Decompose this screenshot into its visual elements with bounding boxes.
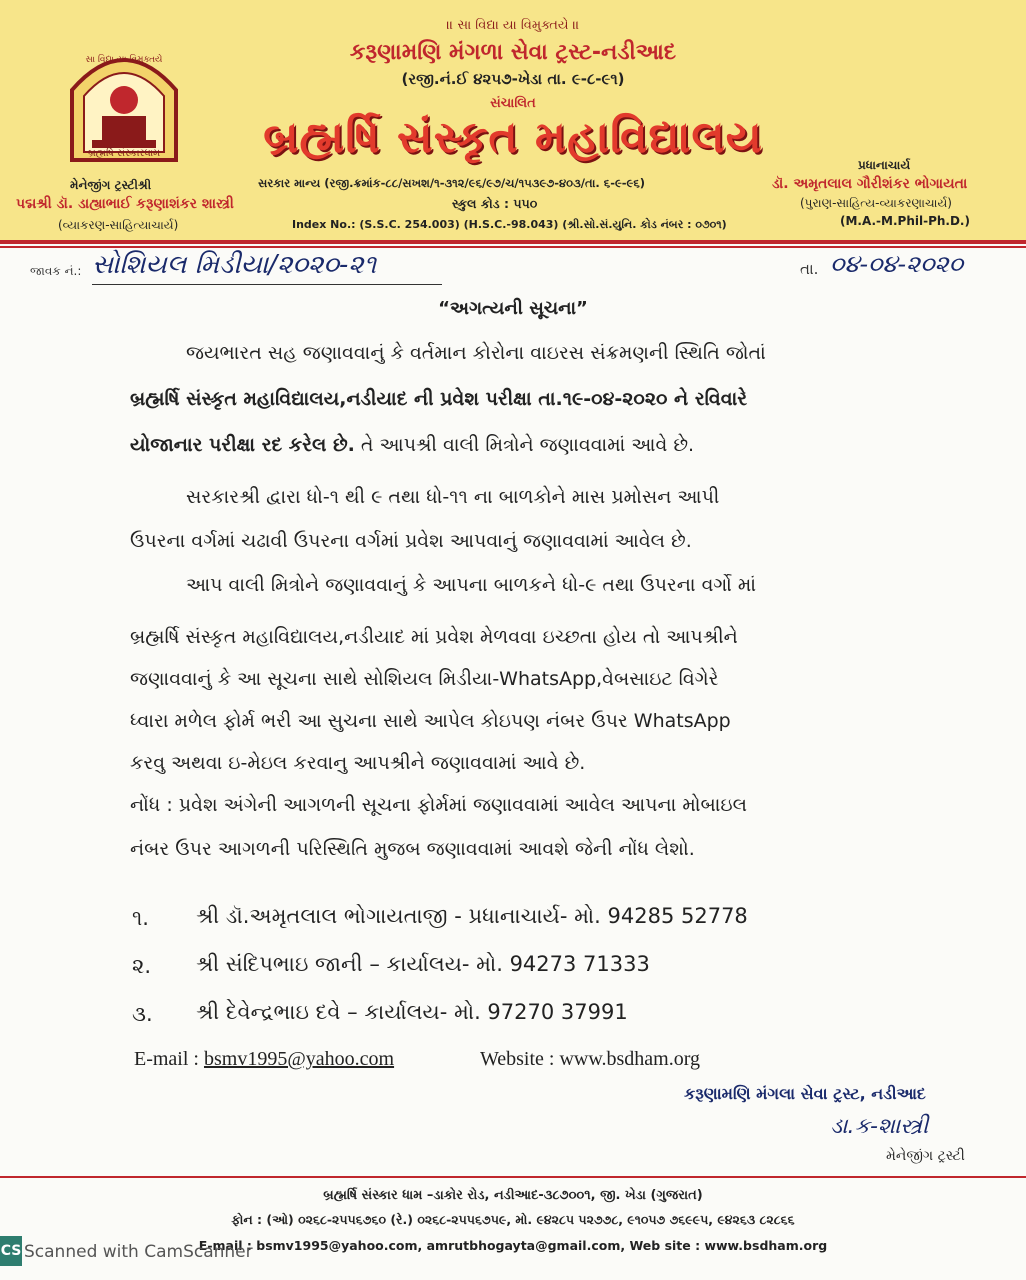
logo-caption: બ્રહ્મર્ષિ સંસ્કારધામ	[87, 148, 161, 159]
paragraph-1-line-1: જયભારત સહ જણાવવાનું કે વર્તમાન કોરોના વાઇરસ સંક્રમણની સ્થિતિ જોતાં	[186, 342, 766, 364]
contact-3: શ્રી દેવેન્દ્રભાઇ દવે – કાર્યાલય- મો. 97270 37991	[196, 1000, 628, 1024]
logo-motto: સા વિદ્યા યા વિમુક્તયે	[85, 55, 163, 65]
college-name: બ્રહ્મર્ષિ સંસ્કૃત મહાવિદ્યાલય	[263, 112, 763, 163]
footer-emails: E-mail : bsmv1995@yahoo.com, amrutbhogayta@gmail.com, Web site : www.bsdham.org	[198, 1238, 828, 1253]
reference-label: જાવક નં.:	[30, 264, 82, 278]
footer-divider	[0, 1176, 1026, 1178]
left-name: પદ્મશ્રી ડૉ. ડાહ્યાભાઈ કરૂણાશંકર શાસ્ત્રી	[16, 196, 234, 212]
school-code: સ્કુલ કોડ : ૫૫૦	[452, 196, 538, 211]
paragraph-3-line-5: કરવુ અથવા ઇ-મેઇલ કરવાનુ આપશ્રીને જણાવવામાં આવે છે.	[130, 752, 586, 774]
trust-name: કરૂણામણિ મંગળા સેવા ટ્રસ્ટ-નડીઆદ	[349, 40, 677, 65]
note-line-2: નંબર ઉપર આગળની પરિસ્થિતિ મુજબ જણાવવામાં આવશે જેની નોંધ લેશો.	[130, 838, 695, 860]
note-line-1: નોંધ : પ્રવેશ અંગેની આગળની સૂચના ફોર્મમાં જણાવવામાં આવેલ આપના મોબાઇલ	[130, 794, 748, 816]
signature-role: મેનેજીંગ ટ્રસ્ટી	[886, 1148, 965, 1164]
date-value: ૦૪-૦૪-૨૦૨૦	[830, 250, 964, 278]
right-degree: (M.A.-M.Phil-Ph.D.)	[840, 214, 970, 228]
contact-2: શ્રી સંદિપભાઇ જાની – કાર્યાલય- મો. 94273 71333	[196, 952, 650, 976]
left-title: (વ્યાકરણ-સાહિત્યાચાર્ય)	[58, 218, 179, 232]
notice-heading: “અગત્યની સૂચના”	[438, 298, 588, 319]
paragraph-2-line-1: સરકારશ્રી દ્વારા ધો-૧ થી ૯ તથા ધો-૧૧ ના બાળકોને માસ પ્રમોસન આપી	[186, 486, 720, 508]
footer-address: બ્રહ્મર્ષિ સંસ્કાર ધામ –ડાકોર રોડ, નડીઆદ-૩૮૭૦૦૧, જી. ખેડા (ગુજરાત)	[323, 1188, 703, 1203]
run-by-label: સંચાલિત	[490, 96, 536, 111]
right-role: પ્રધાનાચાર્ય	[858, 158, 911, 172]
footer-phone: ફોન : (ઓ) ૦૨૬૮-૨૫૫૬૭૬૦ (રે.) ૦૨૬૮-૨૫૫૬૭૫૯, મો. ૯૪૨૮૫ ૫૨૭૭૮, ૯૧૦૫૭ ૭૬૯૯૫, ૯૪૨૬૩ ૮૨૮૬૬	[231, 1212, 795, 1227]
letterhead	[0, 0, 1026, 240]
paragraph-3-line-1: આપ વાલી મિત્રોને જણાવવાનું કે આપના બાળકને ધો-૯ તથા ઉપરના વર્ગો માં	[186, 574, 756, 596]
date-label: તા.	[800, 260, 819, 278]
right-name: ડૉ. અમૃતલાલ ગૌરીશંકર ભોગાયતા	[772, 176, 968, 192]
right-title: (પુરાણ-સાહિત્ય-વ્યાકરણાચાર્ય)	[800, 196, 952, 210]
website-link[interactable]: Website : www.bsdham.org	[480, 1048, 701, 1070]
paragraph-1-line-3	[130, 434, 694, 456]
signature-trust-name: કરૂણામણિ મંગલા સેવા ટ્રસ્ટ, નડીઆદ	[684, 1084, 926, 1103]
email-label: E-mail :	[134, 1048, 204, 1070]
contact-1: શ્રી ડૉ.અમૃતલાલ ભોગાયતાજી - પ્રધાનાચાર્ય- મો. 94285 52778	[196, 904, 748, 928]
cancellation-text: યોજાનાર પરીક્ષા રદ કરેલ છે.	[130, 434, 355, 456]
reference-underline	[92, 284, 442, 285]
letterhead-divider	[0, 240, 1026, 244]
letterhead-divider-thin	[0, 246, 1026, 248]
paragraph-3-line-2: બ્રહ્મર્ષિ સંસ્કૃત મહાવિદ્યાલય,નડીયાદ માં પ્રવેશ મેળવવા ઇચ્છતા હોય તો આપશ્રીને	[130, 626, 738, 648]
motto: ॥ સા વિદ્યા યા વિમુક્તયે ॥	[446, 18, 580, 33]
index-number: Index No.: (S.S.C. 254.003) (H.S.C.-98.043) (શ્રી.સો.સં.યુનિ. કોડ નંબર : ૦૭૦૧)	[292, 218, 727, 231]
paragraph-3-line-3: જણાવવાનું કે આ સૂચના સાથે સોશિયલ મિડીયા-WhatsApp,વેબસાઇટ વિગેરે	[130, 668, 719, 690]
cancellation-text-rest: તે આપશ્રી વાલી મિત્રોને જણાવવામાં આવે છે.	[354, 434, 695, 456]
left-role: મેનેજીંગ ટ્રસ્ટીશ્રી	[70, 178, 152, 192]
signature: ડા.ક-શાસ્ત્રી	[830, 1114, 929, 1139]
email-link[interactable]: bsmv1995@yahoo.com	[203, 1048, 395, 1070]
paragraph-1-line-2: બ્રહ્મર્ષિ સંસ્કૃત મહાવિદ્યાલય,નડીયાદ ની પ્રવેશ પરીક્ષા તા.૧૯-૦૪-૨૦૨૦ ને રવિવારે	[130, 388, 748, 410]
contact-3-number: ૩.	[132, 1002, 153, 1026]
paragraph-3-line-4: ધ્વારા મળેલ ફોર્મ ભરી આ સુચના સાથે આપેલ કોઇપણ નંબર ઉપર WhatsApp	[130, 710, 731, 732]
govt-recognition: સરકાર માન્ય (રજી.ક્રમાંક-૮૮/સખશ/૧-૩૧૨/૯૬/૯૭/ચ/૧૫૩૯૭-૪૦૩/તા. ૬-૯-૯૬)	[258, 176, 646, 190]
email-line	[134, 1048, 394, 1071]
registration-number: (રજી.નં.ઈ ૪૨૫૭-ખેડા તા. ૯-૮-૯૧)	[401, 70, 625, 88]
contact-1-number: ૧.	[132, 906, 149, 930]
camscanner-icon: CS	[0, 1236, 22, 1266]
scanner-watermark: Scanned with CamScanner	[24, 1242, 253, 1262]
reference-value: સોશિયલ મિડીયા/૨૦૨૦-૨૧	[92, 250, 377, 280]
paragraph-2-line-2: ઉપરના વર્ગમાં ચઢાવી ઉપરના વર્ગમાં પ્રવેશ આપવાનું જણાવવામાં આવેલ છે.	[130, 530, 692, 552]
contact-2-number: ૨.	[132, 954, 152, 978]
